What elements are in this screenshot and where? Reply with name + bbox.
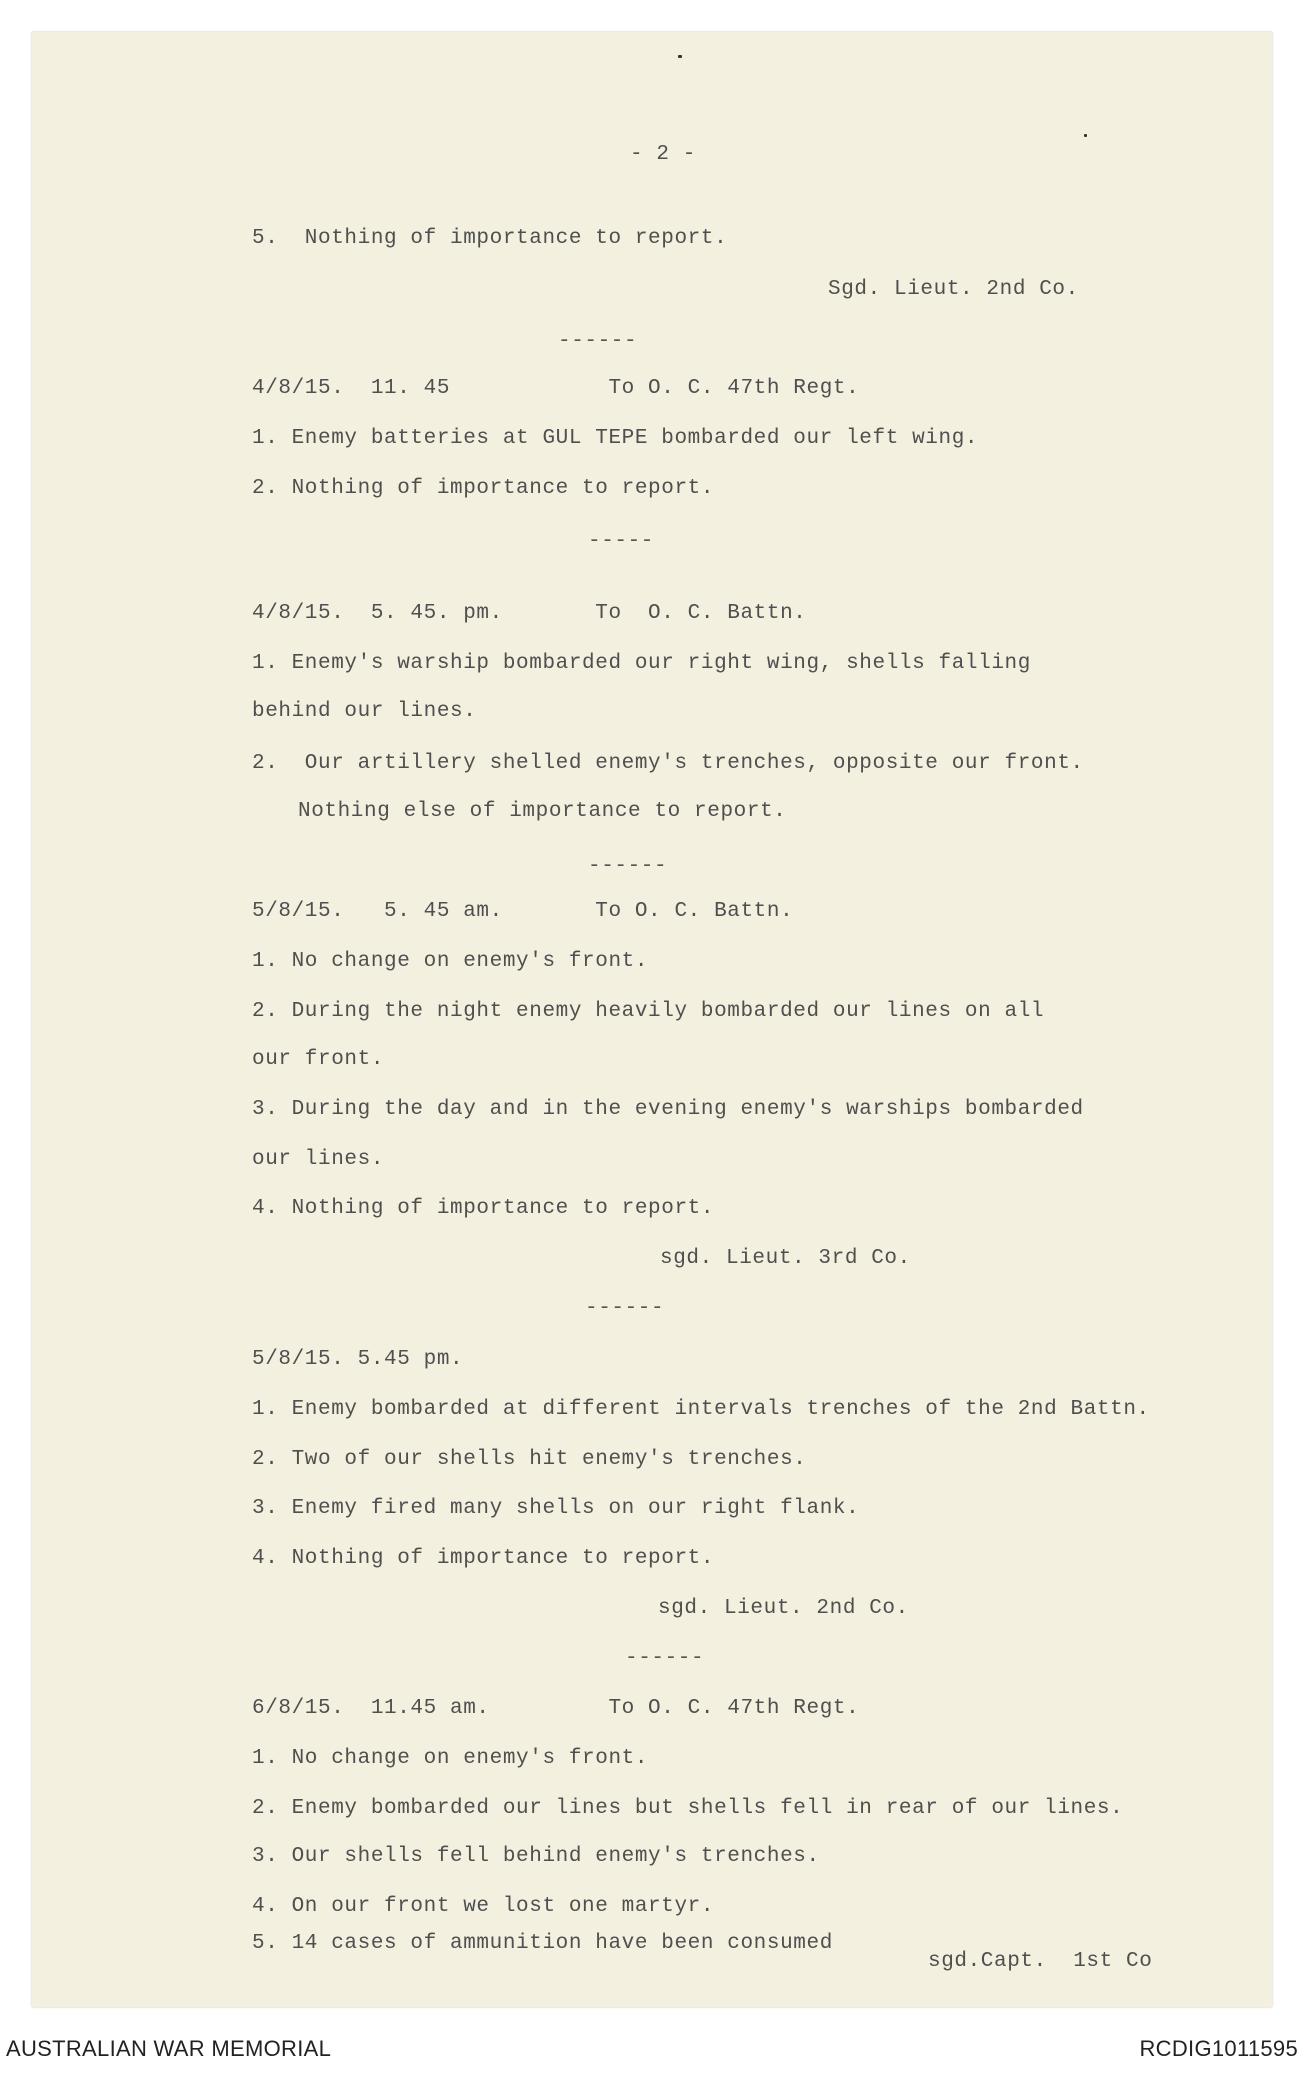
entry-line: 5. 14 cases of ammunition have been consumed <box>252 1932 833 1955</box>
ink-speck <box>1084 134 1087 137</box>
entry-line: 4. Nothing of importance to report. <box>252 1547 715 1570</box>
report-header: 5/8/15. 5.45 pm. <box>252 1348 464 1371</box>
entry-line: Nothing else of importance to report. <box>298 800 787 823</box>
entry-line: 3. Our shells fell behind enemy's trenches. <box>252 1845 820 1868</box>
separator: ------ <box>588 855 668 878</box>
entry-line: behind our lines. <box>252 700 477 723</box>
archive-credit: AUSTRALIAN WAR MEMORIAL <box>6 2036 332 2061</box>
entry-line: 2. During the night enemy heavily bombarded our lines on all <box>252 1000 1045 1023</box>
entry-line: 1. Enemy bombarded at different intervals trenches of the 2nd Battn. <box>252 1398 1150 1421</box>
separator: ----- <box>588 530 655 553</box>
separator: ------ <box>585 1297 665 1320</box>
report-header: 4/8/15. 5. 45. pm. To O. C. Battn. <box>252 602 807 625</box>
page-number: - 2 - <box>630 143 697 166</box>
entry-line: 1. No change on enemy's front. <box>252 1747 649 1770</box>
entry-line: our front. <box>252 1048 385 1071</box>
entry-line: 4. Nothing of importance to report. <box>252 1197 715 1220</box>
signature: sgd. Lieut. 2nd Co. <box>658 1597 909 1620</box>
report-header: 5/8/15. 5. 45 am. To O. C. Battn. <box>252 900 794 923</box>
report-header: 6/8/15. 11.45 am. To O. C. 47th Regt. <box>252 1697 860 1720</box>
signature: sgd.Capt. 1st Co <box>928 1950 1153 1973</box>
entry-line: 1. Enemy's warship bombarded our right wing, shells falling <box>252 652 1031 675</box>
separator: ------ <box>558 330 638 353</box>
entry-line: 2. Enemy bombarded our lines but shells fell in rear of our lines. <box>252 1797 1124 1820</box>
entry-line: 1. No change on enemy's front. <box>252 950 649 973</box>
entry-line: 4. On our front we lost one martyr. <box>252 1895 715 1918</box>
signature: sgd. Lieut. 3rd Co. <box>660 1247 911 1270</box>
report-header: 4/8/15. 11. 45 To O. C. 47th Regt. <box>252 377 860 400</box>
entry-line: our lines. <box>252 1148 385 1171</box>
entry-line: 3. During the day and in the evening enemy's warships bombarded <box>252 1098 1084 1121</box>
entry-line: 2. Our artillery shelled enemy's trenches, opposite our front. <box>252 752 1084 775</box>
separator: ------ <box>625 1647 705 1670</box>
entry-line: 3. Enemy fired many shells on our right flank. <box>252 1497 860 1520</box>
entry-line: 2. Nothing of importance to report. <box>252 477 715 500</box>
signature: Sgd. Lieut. 2nd Co. <box>828 278 1079 301</box>
entry-line: 2. Two of our shells hit enemy's trenches. <box>252 1448 807 1471</box>
archive-id: RCDIG1011595 <box>1139 2036 1298 2061</box>
ink-speck <box>678 55 682 58</box>
entry-line: 1. Enemy batteries at GUL TEPE bombarded our left wing. <box>252 427 979 450</box>
entry-line: 5. Nothing of importance to report. <box>252 227 728 250</box>
